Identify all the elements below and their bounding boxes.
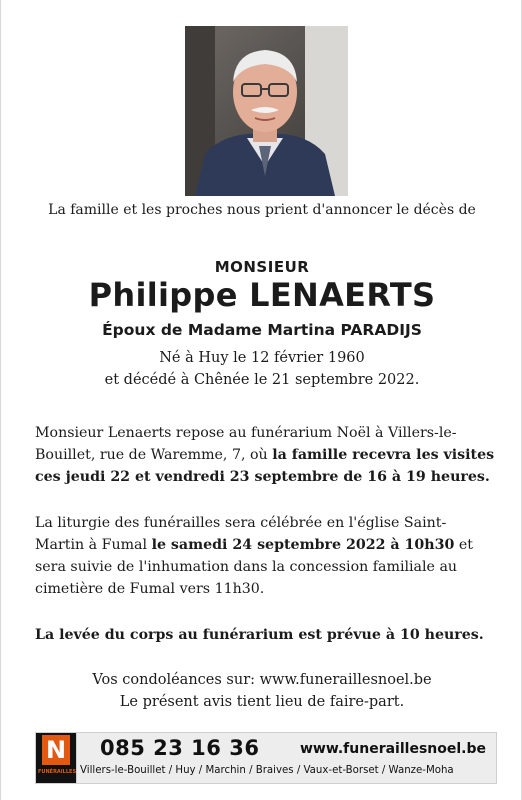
funeral-text-start: La liturgie des funérailles sera célébrée en l'église Saint-Martin à Fumal <box>35 515 447 553</box>
birth-line: Né à Huy le 12 février 1960 <box>159 350 365 366</box>
logo-caption: FUNÉRAILLES <box>38 769 77 775</box>
visitation-paragraph <box>35 422 495 488</box>
visitation-text: Monsieur Lenaerts repose au funérarium Noël à Villers-le-Bouillet, rue de Waremme, 7, où <box>35 425 457 463</box>
honorific: MONSIEUR <box>214 258 310 276</box>
logo-letter: N <box>42 735 70 765</box>
spouse-line: Époux de Madame Martina PARADIJS <box>102 321 422 339</box>
funeral-home-logo <box>36 733 77 783</box>
portrait-photo <box>185 26 348 196</box>
locations-list: Villers-le-Bouillet / Huy / Marchin / Braives / Vaux-et-Borset / Wanze-Moha <box>80 765 454 776</box>
visitation-hours: la famille recevra les visites ces jeudi 22 et vendredi 23 septembre de 16 à 19 heures. <box>35 447 495 485</box>
intro-text: La famille et les proches nous prient d'annoncer le décès de <box>48 202 476 218</box>
funeral-home-banner <box>35 732 497 784</box>
funeral-date: le samedi 24 septembre 2022 à 10h30 <box>151 537 455 553</box>
funeral-text-end: et sera suivie de l'inhumation dans la concession familiale au cimetière de Fumal vers 11h30. <box>35 537 473 597</box>
departure-paragraph: La levée du corps au funérarium est prévue à 10 heures. <box>35 627 484 643</box>
condolences-line: Vos condoléances sur: www.funeraillesnoel.be <box>92 672 432 688</box>
portrait-illustration <box>185 26 348 196</box>
funeral-paragraph <box>35 512 495 600</box>
death-line: et décédé à Chênée le 21 septembre 2022. <box>104 372 420 388</box>
website-link[interactable]: www.funeraillesnoel.be <box>299 741 486 757</box>
deceased-name: Philippe LENAERTS <box>88 276 436 314</box>
phone-number[interactable]: 085 23 16 36 <box>100 736 260 760</box>
notice-line: Le présent avis tient lieu de faire-part. <box>119 694 405 710</box>
